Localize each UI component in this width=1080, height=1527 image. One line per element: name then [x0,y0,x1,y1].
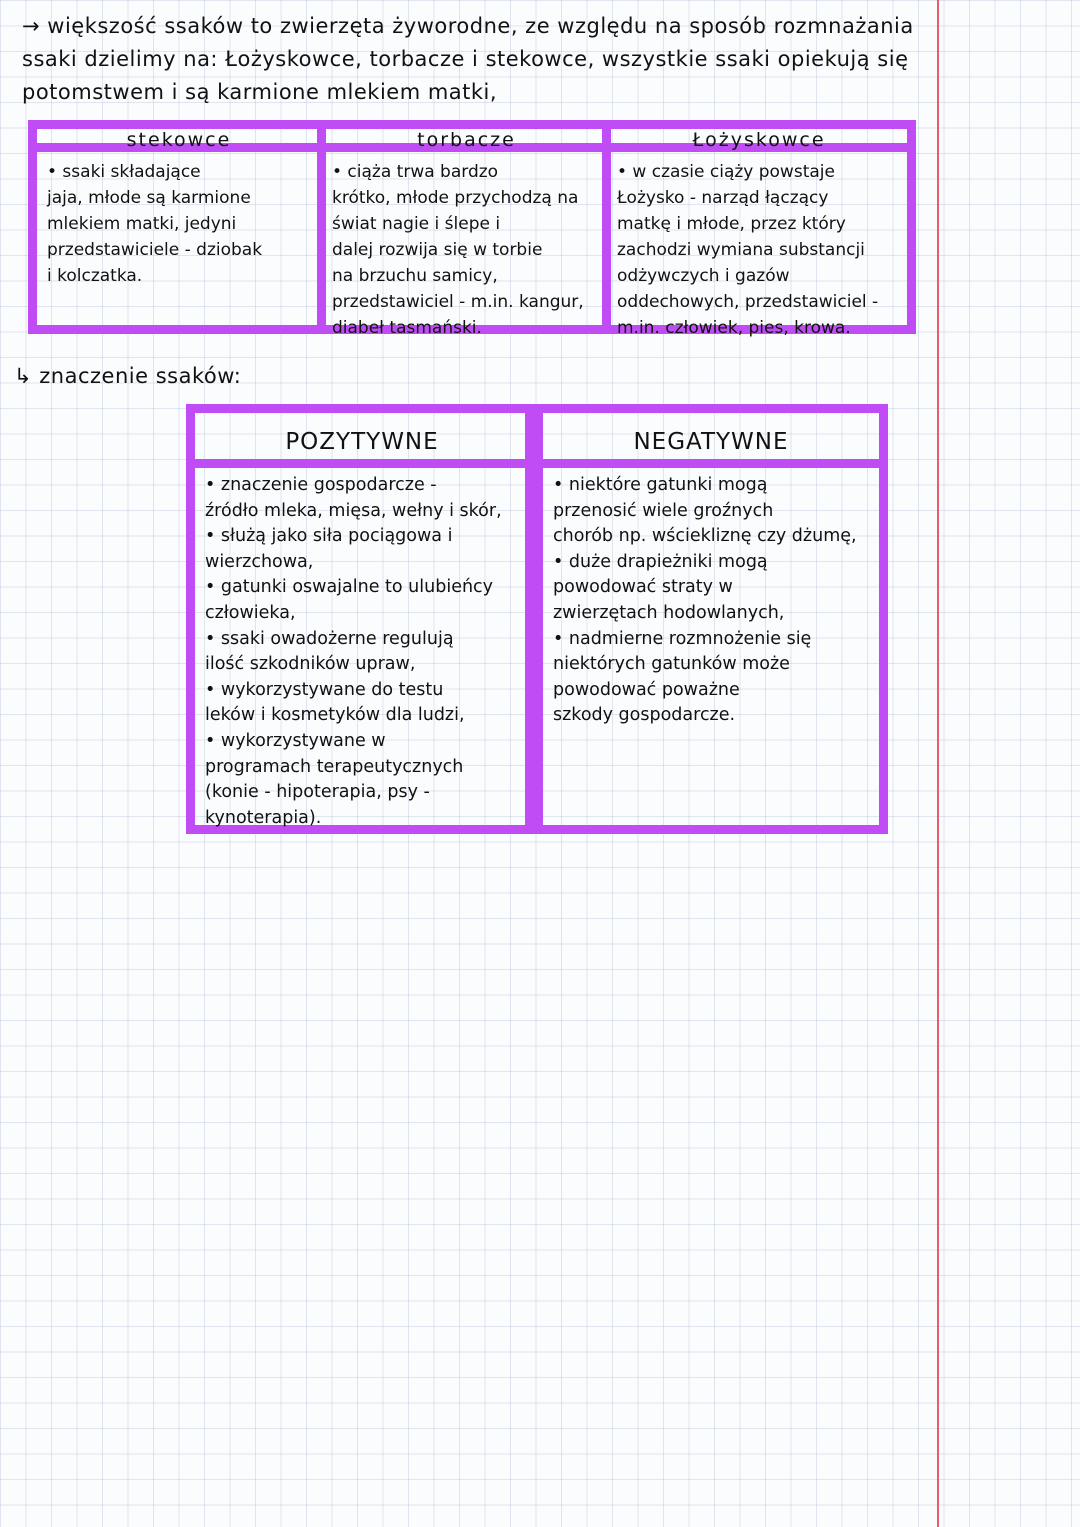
significance-table [186,404,888,834]
column-torbacze [326,129,607,338]
column-header: torbacze [417,129,516,151]
column-negative [543,413,879,825]
column-divider [602,120,611,334]
column-text: • niektóre gatunki mogą przenosić wiele groźnych chorób np. wściekliznę czy dżumę, • duże drapieżniki mogą powodować straty w zwierzętach hodowlanych, • nadmierne rozmnożenie się niektórych gatunków może powodować poważne szkody gospodarcze. [553,475,857,726]
column-lozyskowce [611,129,907,338]
column-text: • ssaki składające jaja, młode są karmione mlekiem matki, jedyni przedstawiciele - dziobak i kolczatka. [47,162,263,286]
column-stekowce [37,129,321,325]
column-positive [195,413,529,828]
intro-line-1: → większość ssaków to zwierzęta żyworodne, ze względu na sposób rozmnażania [22,14,914,38]
column-header: Łożyskowce [692,129,826,151]
significance-heading: ↳ znaczenie ssaków: [14,364,242,388]
column-divider [317,120,326,334]
column-text: • ciąża trwa bardzo krótko, młode przychodzą na świat nagie i ślepe i dalej rozwija się w torbie na brzuchu samicy, przedstawiciel - m.in. kangur, diabeł tasmański. [332,162,584,338]
intro-paragraph [22,10,1052,109]
column-header: stekowce [126,129,232,151]
column-header: POZYTYWNE [285,429,439,455]
page-margin-line [937,0,939,1527]
column-header: NEGATYWNE [633,429,789,455]
column-text: • znaczenie gospodarcze - źródło mleka, mięsa, wełny i skór, • służą jako siła pociągowa i wierzchowa, • gatunki oswajalne to ulubieńcy człowieka, • ssaki owadożerne regulują ilość szkodników upraw, • wykorzystywane do testu leków i kosmetyków dla ludzi, • wykorzystywane w programach terapeutycznych (konie - hipoterapia, psy - kynoterapia). [205,475,502,828]
column-text: • w czasie ciąży powstaje Łożysko - narząd łączący matkę i młode, przez który zachodzi wymiana substancji odżywczych i gazów oddechowych, przedstawiciel - m.in. człowiek, pies, krowa. [617,162,879,338]
column-divider [525,404,543,834]
intro-line-2: ssaki dzielimy na: Łożyskowce, torbacze i stekowce, wszystkie ssaki opiekują się [22,47,909,71]
intro-line-3: potomstwem i są karmione mlekiem matki, [22,80,498,104]
mammal-division-table [28,120,916,338]
